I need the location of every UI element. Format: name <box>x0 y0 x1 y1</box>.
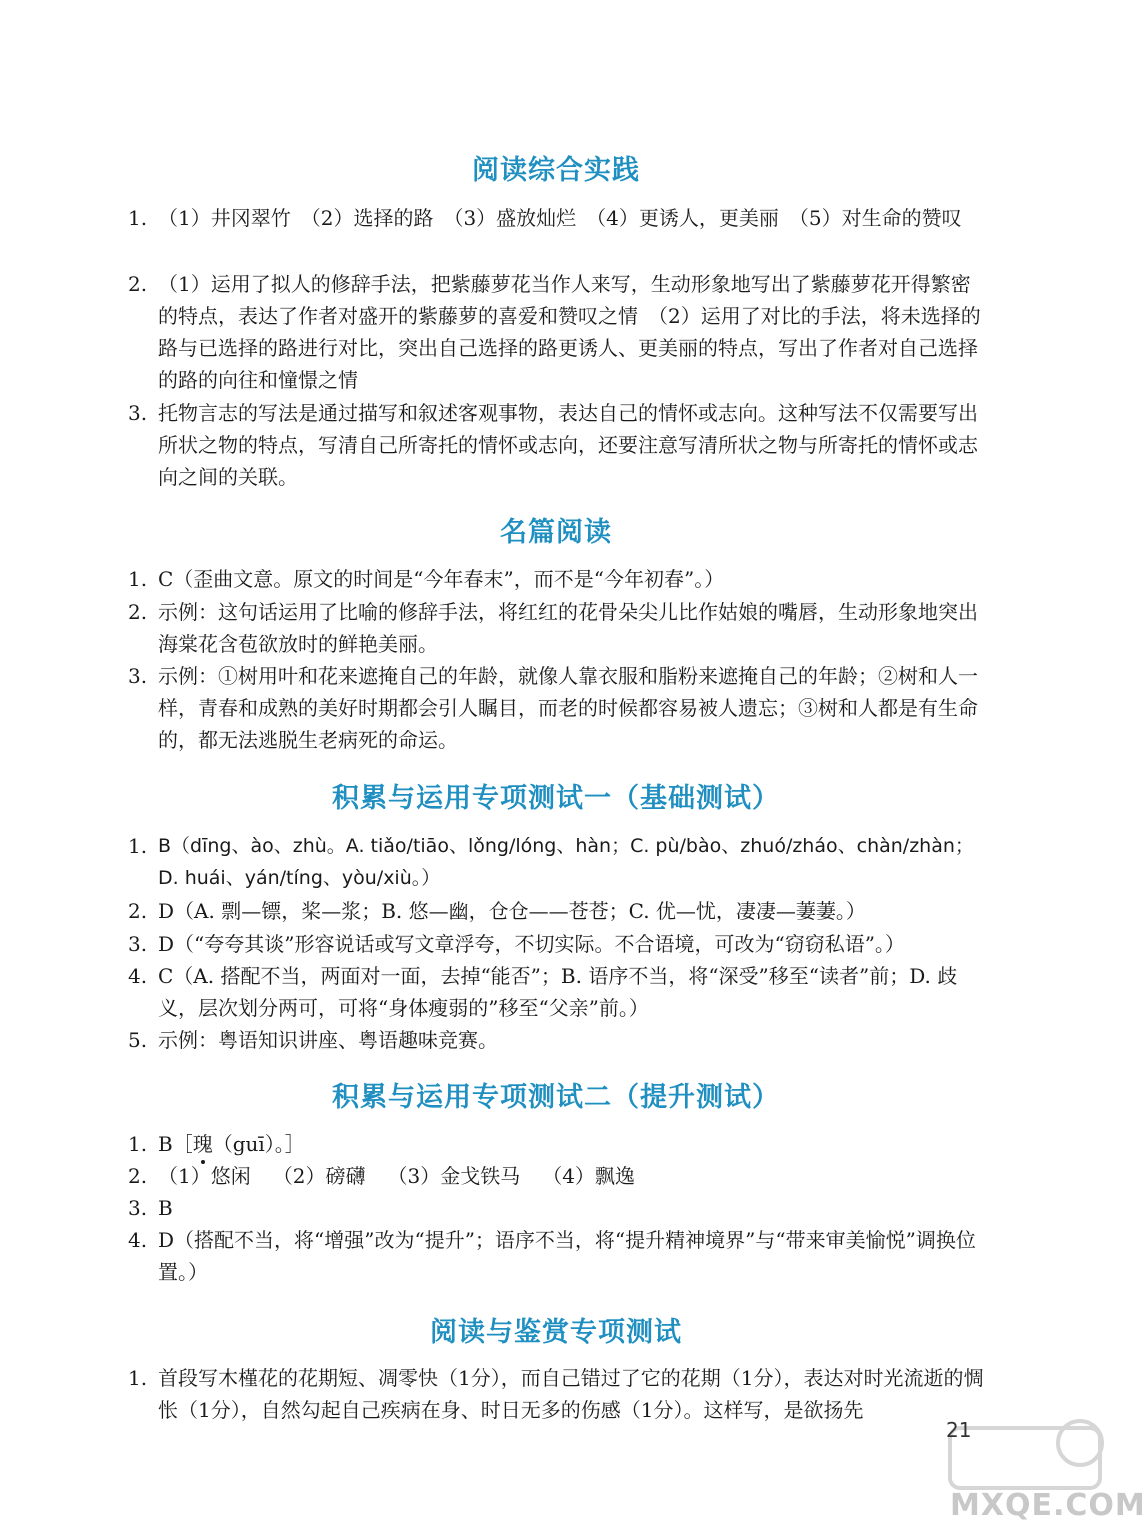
item-number: 3. <box>128 1196 148 1220</box>
item-number: 3. <box>128 664 148 688</box>
list-item <box>128 1224 990 1288</box>
item-number: 2. <box>128 272 148 296</box>
item-number: 2. <box>128 600 148 624</box>
watermark-text: MXQE.COM <box>950 1488 1146 1523</box>
item-text: 示例：①树用叶和花来遮掩自己的年龄，就像人靠衣服和脂粉来遮掩自己的年龄；②树和人一样，青春和成熟的美好时期都会引人瞩目，而老的时候都容易被人遗忘；③树和人都是有生命的，都无法逃脱生老病死的命运。 <box>158 664 978 752</box>
list-item <box>128 960 990 1024</box>
item-number: 4. <box>128 1228 148 1252</box>
item-text: B（dīng、ào、zhù。A. tiǎo/tiāo、lǒng/lóng、hàn；C. pù/bào、zhuó/zháo、chàn/zhàn；D. huái、yán/tíng、yòu/xiù。） <box>158 835 974 889</box>
item-text-pre: B［ <box>158 1132 193 1156</box>
item-text: D（搭配不当，将“增强”改为“提升”；语序不当，将“提升精神境界”与“带来审美愉悦”调换位置。） <box>158 1228 976 1284</box>
list-item <box>128 596 990 660</box>
answer-part: （3）金戈铁马 <box>387 1164 521 1188</box>
section-title-advanced-test: 积累与运用专项测试二（提升测试） <box>332 1082 780 1113</box>
list-item <box>128 830 990 894</box>
item-number: 1. <box>128 1366 148 1390</box>
section-title-famous-reading: 名篇阅读 <box>500 517 612 548</box>
list-item <box>128 397 990 493</box>
list-item <box>128 563 990 595</box>
item-number: 1. <box>128 834 148 858</box>
item-text: 示例：粤语知识讲座、粤语趣味竞赛。 <box>158 1028 498 1052</box>
answer-part: （4）飘逸 <box>542 1164 635 1188</box>
list-item <box>128 1362 990 1426</box>
item-text: （1）运用了拟人的修辞手法，把紫藤萝花当作人来写，生动形象地写出了紫藤萝花开得繁密的特点，表达了作者对盛开的紫藤萝的喜爱和赞叹之情 （2）运用了对比的手法，将未选择的路与已选择的路进行对比，突出自己选择的路更诱人、更美丽的特点，写出了作者对自己选择的路的向往和憧憬之情 <box>158 272 981 392</box>
item-text: 示例：这句话运用了比喻的修辞手法，将红红的花骨朵尖儿比作姑娘的嘴唇，生动形象地突出海棠花含苞欲放时的鲜艳美丽。 <box>158 600 978 656</box>
emphasized-char: 瑰 <box>193 1128 213 1160</box>
section-title-appreciation-test: 阅读与鉴赏专项测试 <box>430 1317 682 1348</box>
item-text: D（A. 剽—镖，桨—浆；B. 悠—幽，仓仓——苍苍；C. 优—忧，凄凄—萋萋。） <box>158 899 866 923</box>
item-text: （1）井冈翠竹 （2）选择的路 （3）盛放灿烂 （4）更诱人，更美丽 （5）对生命的赞叹 <box>158 206 962 230</box>
item-number: 1. <box>128 567 148 591</box>
list-item <box>128 895 990 927</box>
item-text-post: （guī）。］ <box>212 1132 305 1156</box>
answer-part: （1）悠闲 <box>158 1164 251 1188</box>
item-text: B <box>158 1196 173 1220</box>
list-item <box>128 660 990 756</box>
item-number: 1. <box>128 1132 148 1156</box>
section-title-reading-practice: 阅读综合实践 <box>472 155 640 186</box>
item-text: 首段写木槿花的花期短、凋零快（1分），而自己错过了它的花期（1分），表达对时光流逝的惆怅（1分），自然勾起自己疾病在身、时日无多的伤感（1分）。这样写，是欲扬先 <box>158 1366 984 1422</box>
list-item <box>128 1192 990 1224</box>
list-item <box>128 928 990 960</box>
page-number: 21 <box>946 1418 972 1442</box>
item-number: 1. <box>128 206 148 230</box>
list-item <box>128 202 990 234</box>
answer-part: （2）磅礴 <box>272 1164 366 1188</box>
item-number: 5. <box>128 1028 148 1052</box>
item-number: 3. <box>128 401 148 425</box>
item-text: C（A. 搭配不当，两面对一面，去掉“能否”；B. 语序不当，将“深受”移至“读者”前；D. 歧义，层次划分两可，可将“身体瘦弱的”移至“父亲”前。） <box>158 964 958 1020</box>
item-text: D（“夸夸其谈”形容说话或写文章浮夸，不切实际。不合语境，可改为“窃窃私语”。） <box>158 932 905 956</box>
list-item <box>128 1160 990 1192</box>
list-item <box>128 1128 990 1160</box>
item-number: 2. <box>128 1164 148 1188</box>
item-number: 4. <box>128 964 148 988</box>
list-item <box>128 1024 990 1056</box>
list-item <box>128 268 990 396</box>
item-number: 2. <box>128 899 148 923</box>
section-title-basic-test: 积累与运用专项测试一（基础测试） <box>332 783 780 814</box>
item-text: C（歪曲文意。原文的时间是“今年春末”，而不是“今年初春”。） <box>158 567 725 591</box>
item-number: 3. <box>128 932 148 956</box>
item-text: 托物言志的写法是通过描写和叙述客观事物，表达自己的情怀或志向。这种写法不仅需要写出所状之物的特点，写清自己所寄托的情怀或志向，还要注意写清所状之物与所寄托的情怀或志向之间的关联。 <box>158 401 978 489</box>
